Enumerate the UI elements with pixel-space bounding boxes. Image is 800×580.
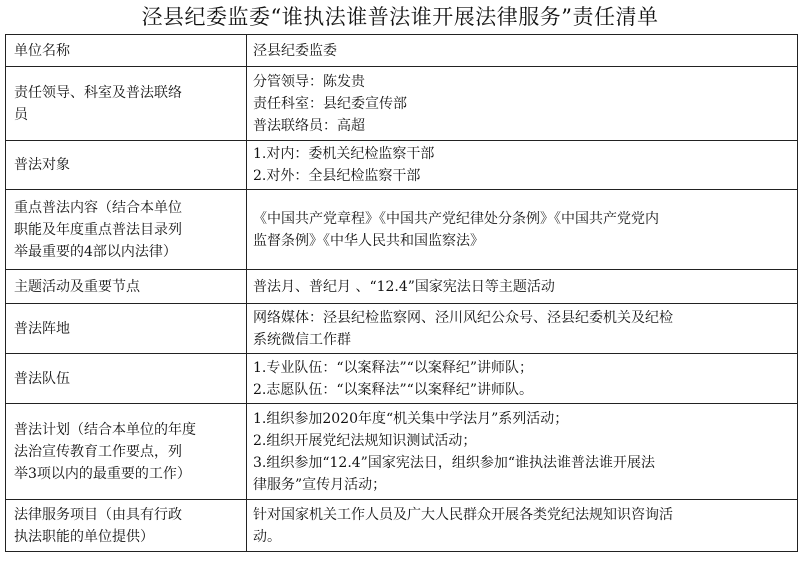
label-line: 重点普法内容（结合本单位 (14, 199, 182, 216)
table-row (6, 304, 798, 354)
table-row (6, 35, 798, 67)
content-line: 动。 (253, 528, 281, 545)
label-line: 执法职能的单位提供） (14, 528, 154, 545)
content-line: 2.志愿队伍：“以案释法”“以案释纪”讲师队。 (253, 381, 533, 398)
content-line: 分管领导：陈发贵 (253, 73, 365, 90)
label-line: 责任领导、科室及普法联络 (14, 84, 182, 101)
content-line: 系统微信工作群 (253, 331, 351, 348)
row-label (6, 190, 247, 270)
row-label (6, 304, 247, 354)
content-line: 1.专业队伍：“以案释法”“以案释纪”讲师队； (253, 359, 533, 376)
content-line: 网络媒体：泾县纪检监察网、泾川风纪公众号、泾县纪委机关及纪检 (253, 309, 673, 326)
content-line: 2.对外：全县纪检监察干部 (253, 168, 421, 184)
table-row (6, 141, 798, 190)
row-content (247, 304, 798, 354)
content-line: 2.组织开展党纪法规知识测试活动； (253, 432, 477, 449)
label-line: 职能及年度重点普法目录列 (14, 221, 182, 238)
row-content (247, 270, 798, 304)
content-line: 普法月、普纪月 、“12.4”国家宪法日等主题活动 (253, 278, 555, 295)
responsibility-table (5, 34, 798, 552)
content-line: 《中国共产党章程》《中国共产党纪律处分条例》《中国共产党党内 (253, 210, 659, 227)
label-line: 举最重要的4部以内法律） (14, 243, 177, 260)
row-label (6, 35, 247, 67)
content-line: 针对国家机关工作人员及广大人民群众开展各类党纪法规知识咨询活 (253, 506, 673, 523)
row-content (247, 67, 798, 141)
row-content (247, 354, 798, 404)
label-line: 普法对象 (14, 157, 70, 173)
row-content (247, 35, 798, 67)
content-line: 3.组织参加“12.4”国家宪法日，组织参加“谁执法谁普法谁开展法 (253, 454, 655, 471)
label-line: 单位名称 (14, 42, 70, 59)
row-content (247, 500, 798, 552)
content-line: 泾县纪委监委 (253, 42, 337, 59)
table-row (6, 500, 798, 552)
label-line: 普法计划（结合本单位的年度 (14, 421, 196, 438)
row-content (247, 404, 798, 500)
content-line: 普法联络员：高超 (253, 117, 365, 134)
content-line: 律服务”宣传月活动； (253, 476, 387, 493)
content-line: 责任科室：县纪委宣传部 (253, 95, 407, 112)
row-label (6, 141, 247, 190)
label-line: 普法阵地 (14, 320, 70, 337)
row-label (6, 404, 247, 500)
table-row (6, 354, 798, 404)
row-label (6, 500, 247, 552)
row-label (6, 67, 247, 141)
row-content (247, 141, 798, 190)
table-row (6, 404, 798, 500)
row-content (247, 190, 798, 270)
table-row (6, 67, 798, 141)
row-label (6, 270, 247, 304)
content-line: 1.对内：委机关纪检监察干部 (253, 146, 435, 162)
table-row (6, 270, 798, 304)
label-line: 举3项以内的最重要的工作） (14, 465, 191, 482)
label-line: 员 (14, 106, 28, 123)
row-label (6, 354, 247, 404)
table-row (6, 190, 798, 270)
label-line: 普法队伍 (14, 370, 70, 387)
content-line: 监督条例》《中华人民共和国监察法》 (253, 232, 484, 249)
document-title: 泾县纪委监委“谁执法谁普法谁开展法律服务”责任清单 (141, 5, 659, 29)
label-line: 法治宣传教育工作要点，列 (14, 443, 182, 460)
label-line: 法律服务项目（由具有行政 (14, 506, 182, 523)
content-line: 1.组织参加2020年度“机关集中学法月”系列活动； (253, 410, 569, 427)
label-line: 主题活动及重要节点 (14, 278, 140, 295)
